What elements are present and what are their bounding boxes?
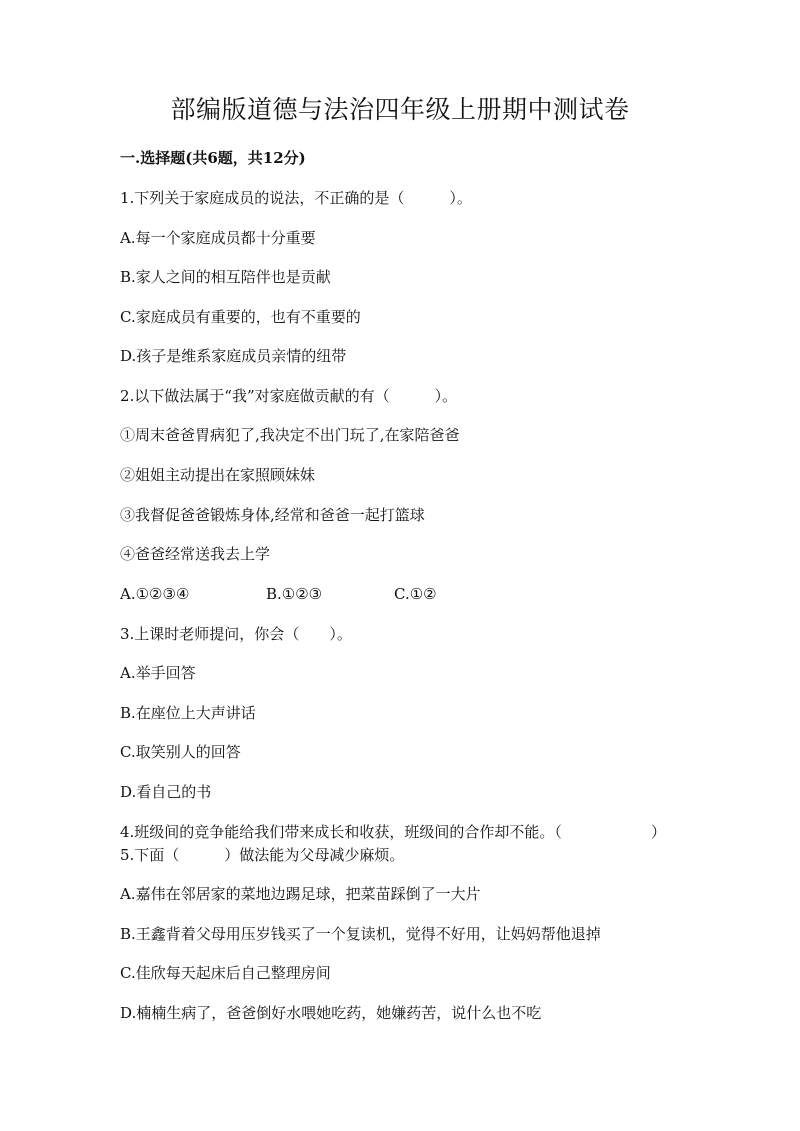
question-2-option-c: C.①② xyxy=(394,585,437,603)
question-1-option-c: C.家庭成员有重要的，也有不重要的 xyxy=(120,308,361,326)
question-3-option-d: D.看自己的书 xyxy=(120,783,212,801)
question-5-stem: 5.下面（ ）做法能为父母减少麻烦。 xyxy=(120,846,405,864)
question-3-stem: 3.上课时老师提问，你会（ ）。 xyxy=(120,625,352,643)
question-4-paren-close: ） xyxy=(651,823,667,841)
question-2-option-a: A.①②③④ xyxy=(120,585,190,603)
question-2-option-b: B.①②③ xyxy=(266,585,323,603)
question-5-option-c: C.佳欣每天起床后自己整理房间 xyxy=(120,964,331,982)
question-2-item-1: ①周末爸爸胃病犯了,我决定不出门玩了,在家陪爸爸 xyxy=(120,426,460,444)
question-5-option-b: B.王鑫背着父母用压岁钱买了一个复读机，觉得不好用，让妈妈帮他退掉 xyxy=(120,925,601,943)
question-2-item-3: ③我督促爸爸锻炼身体,经常和爸爸一起打篮球 xyxy=(120,506,425,524)
question-5-option-d: D.楠楠生病了，爸爸倒好水喂她吃药，她嫌药苦，说什么也不吃 xyxy=(120,1004,542,1022)
question-1-option-d: D.孩子是维系家庭成员亲情的纽带 xyxy=(120,347,347,365)
question-2-stem: 2.以下做法属于“我”对家庭做贡献的有（ ）。 xyxy=(120,387,458,405)
question-4-stem: 4.班级间的竞争能给我们带来成长和收获，班级间的合作却不能。（ xyxy=(120,823,562,841)
question-5-option-a: A.嘉伟在邻居家的菜地边踢足球，把菜苗踩倒了一大片 xyxy=(120,885,481,903)
question-3-option-c: C.取笑别人的回答 xyxy=(120,743,241,761)
page-title: 部编版道德与法治四年级上册期中测试卷 xyxy=(170,95,630,124)
section-heading: 一.选择题(共6题，共12分) xyxy=(120,149,306,167)
question-2-item-4: ④爸爸经常送我去上学 xyxy=(120,545,271,563)
question-3-option-a: A.举手回答 xyxy=(120,664,196,682)
question-2-item-2: ②姐姐主动提出在家照顾妹妹 xyxy=(120,466,316,484)
question-3-option-b: B.在座位上大声讲话 xyxy=(120,704,256,722)
question-1-option-a: A.每一个家庭成员都十分重要 xyxy=(120,229,316,247)
question-1-stem: 1.下列关于家庭成员的说法，不正确的是（ ）。 xyxy=(120,189,472,207)
question-1-option-b: B.家人之间的相互陪伴也是贡献 xyxy=(120,268,331,286)
